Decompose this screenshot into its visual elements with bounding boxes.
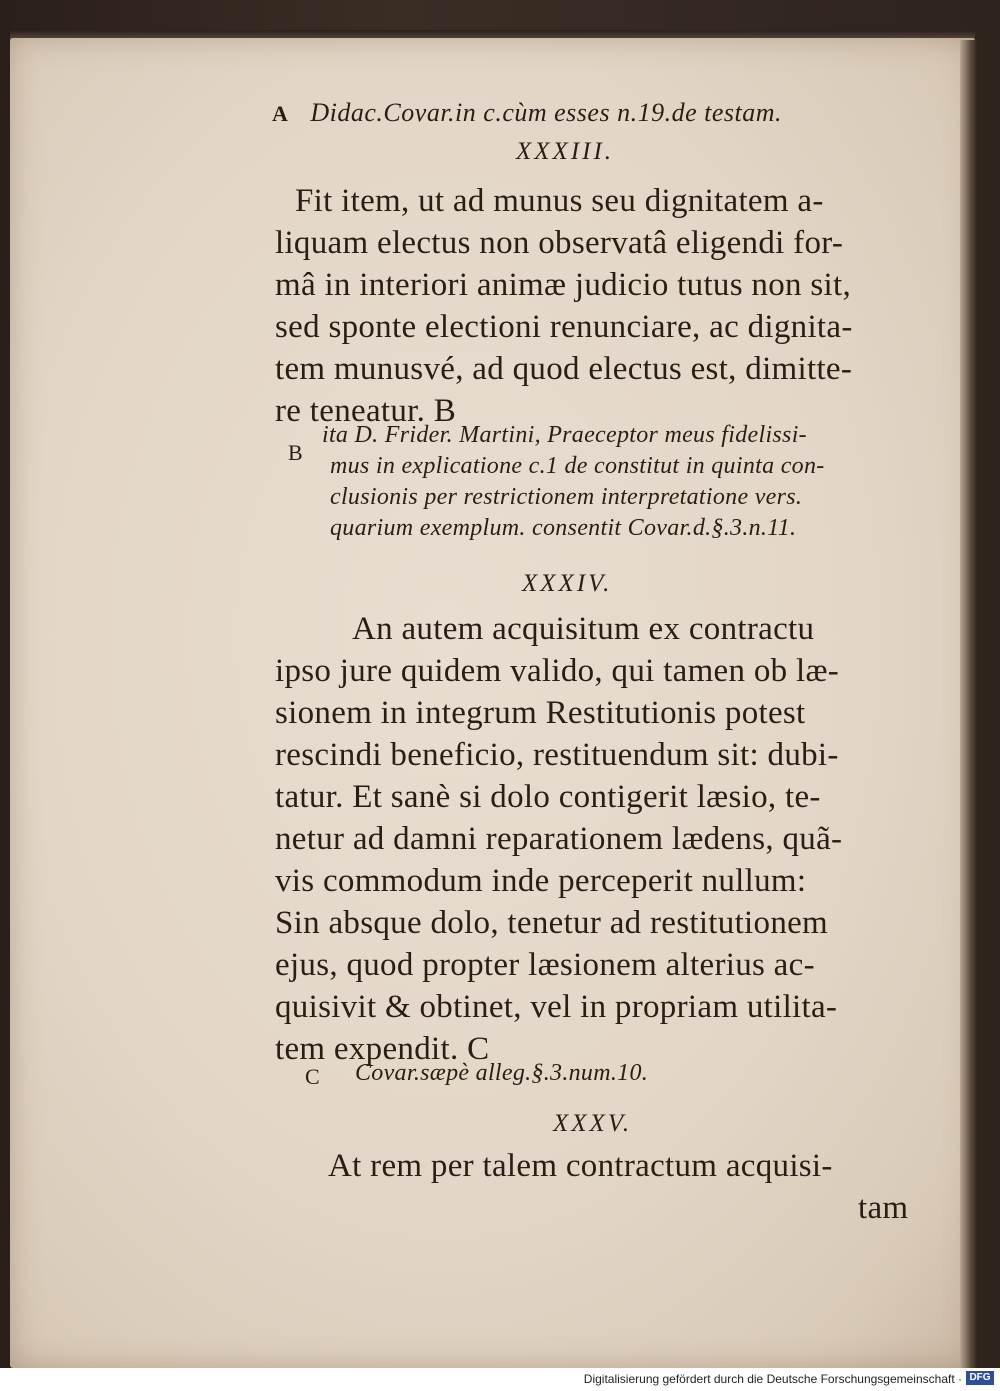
marginal-note-line: ita D. Frider. Martini, Praeceptor meus fidelissi- [322,422,807,448]
body-line: ejus, quod propter læsionem alterius ac- [275,947,815,983]
note-marker: B [288,440,303,465]
digitization-credit: Digitalisierung gefördert durch die Deutsche Forschungsgemeinschaft · [583,1372,962,1386]
section-numeral: XXXV. [553,1110,633,1137]
body-line: ipso jure quidem valido, qui tamen ob læ- [275,653,840,689]
body-line: Sin absque dolo, tenetur ad restitutionem [275,905,829,941]
body-line: vis commodum inde perceperit nullum: [275,863,807,899]
body-line: tem expendit. C [275,1031,490,1067]
body-line: rescindi beneficio, restituendum sit: dubi- [275,737,839,773]
marginal-note-line: quarium exemplum. consentit Covar.d.§.3.n.11. [330,515,797,541]
dfg-logo: DFG [966,1371,994,1385]
body-line: quisivit & obtinet, vel in propriam utilita- [275,989,838,1025]
section-numeral: XXXIV. [522,570,613,597]
body-line: At rem per talem contractum acquisi- [328,1148,833,1184]
signature-mark: A [272,101,289,126]
running-header [272,98,782,128]
body-line: mâ in interiori animæ judicio tutus non sit, [275,267,851,303]
marginal-note-line: mus in explicatione c.1 de constitut in quinta con- [330,453,825,479]
running-header-text: Didac.Covar.in c.cùm esses n.19.de testam. [310,98,782,127]
catchword: tam [858,1190,909,1226]
body-line: tatur. Et sanè si dolo contigerit læsio, te- [275,779,821,815]
body-line: sed sponte electioni renunciare, ac dignita- [275,309,853,345]
body-line: sionem in integrum Restitutionis potest [275,695,806,731]
body-line: tem munusvé, ad quod electus est, dimitte- [275,351,853,387]
body-line: re teneatur. B [275,393,457,429]
body-line: netur ad damni reparationem lædens, quã- [275,821,843,857]
section-numeral: XXXIII. [516,138,615,165]
body-line: liquam electus non observatâ eligendi for- [275,225,844,261]
body-line: Fit item, ut ad munus seu dignitatem a- [295,183,824,219]
marginal-note-line: clusionis per restrictionem interpretatione vers. [330,484,803,510]
page-right-edge [960,40,978,1368]
marginal-note-line: Covar.sæpè alleg.§.3.num.10. [355,1060,649,1086]
body-line: An autem acquisitum ex contractu [352,611,815,647]
note-marker: C [305,1064,320,1089]
